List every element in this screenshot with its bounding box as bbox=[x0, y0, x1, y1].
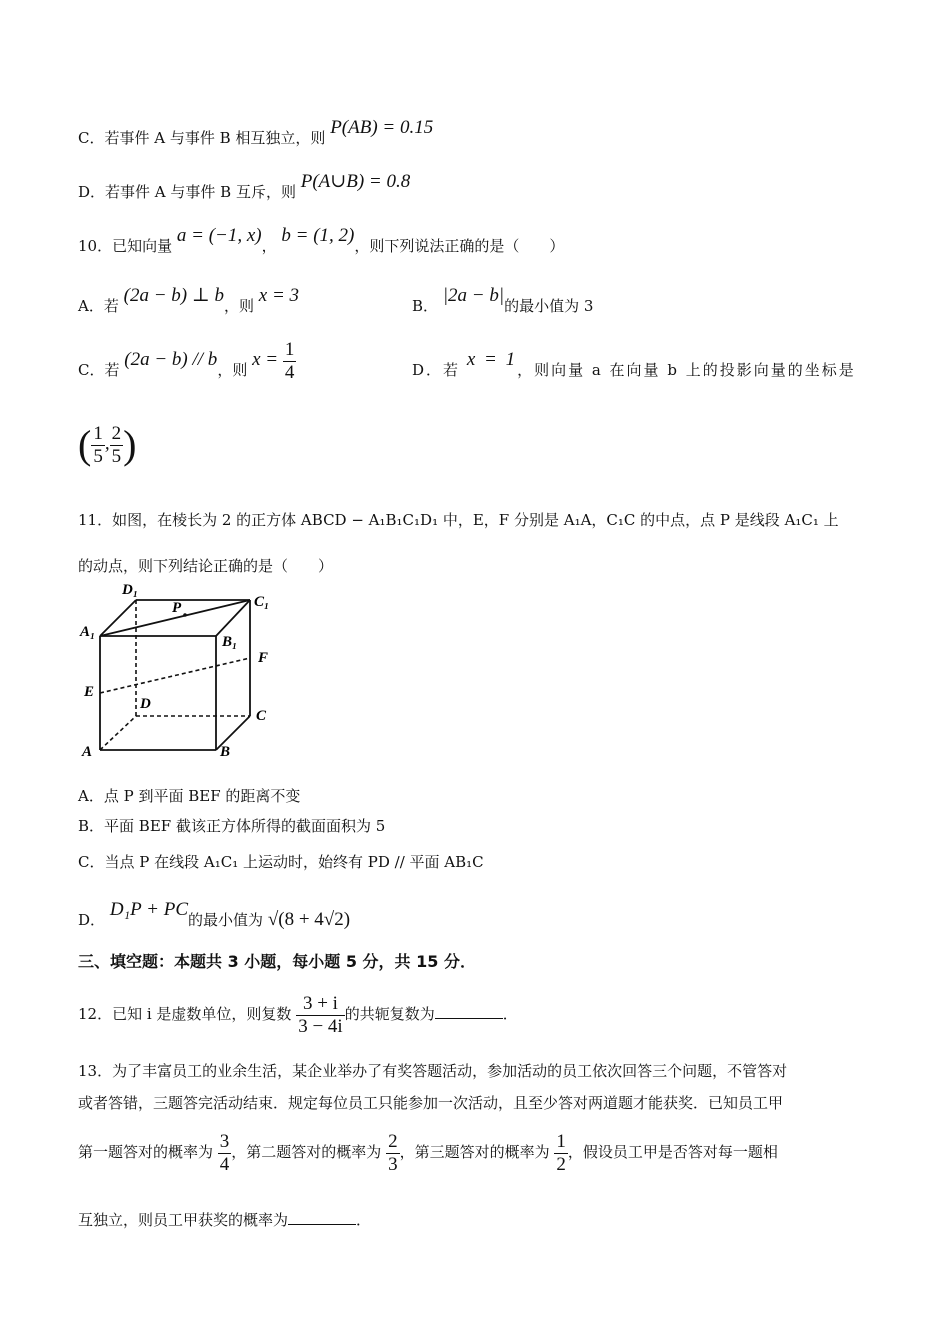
q13-p1: 第一题答对的概率为 bbox=[78, 1143, 214, 1161]
q12-fraction bbox=[296, 993, 345, 1038]
label-c1: C₁ bbox=[254, 594, 270, 610]
q13-frac1-den: 4 bbox=[219, 1153, 230, 1175]
q11-option-a: A．点 P 到平面 BEF 的距离不变 bbox=[78, 787, 301, 805]
q10-option-c bbox=[78, 338, 296, 394]
q12-text-prefix: 12．已知 i 是虚数单位，则复数 bbox=[78, 1005, 292, 1023]
q10-b-label: B． bbox=[412, 297, 439, 315]
q9-c-text: C．若事件 A 与事件 B 相互独立，则 bbox=[78, 129, 326, 147]
q13-frac2 bbox=[386, 1131, 400, 1176]
q12-text-suffix: 的共轭复数为 bbox=[344, 1005, 435, 1023]
label-f: F bbox=[258, 650, 269, 666]
q13-p2: ，第二题答对的概率为 bbox=[231, 1143, 382, 1161]
q10-d-frac2 bbox=[110, 423, 124, 468]
q10-d-frac2-num: 2 bbox=[111, 422, 122, 444]
point-p bbox=[183, 613, 187, 617]
q10-option-b bbox=[412, 285, 594, 316]
q13-frac1 bbox=[218, 1131, 232, 1176]
q12 bbox=[78, 990, 518, 1038]
q12-denominator: 3 − 4i bbox=[298, 1015, 343, 1037]
label-p: P bbox=[172, 600, 182, 616]
q10-c-x: x = bbox=[252, 349, 279, 370]
q10-vector-b: b = (1, 2) bbox=[281, 225, 355, 246]
comma: , bbox=[104, 433, 110, 454]
label-d1: D₁ bbox=[122, 582, 139, 598]
section-heading: 三、填空题：本题共 3 小题，每小题 5 分，共 15 分． bbox=[78, 952, 476, 971]
label-a: A bbox=[82, 744, 93, 758]
q10-b-text: 的最小值为 3 bbox=[504, 297, 594, 315]
q11-stem-line1: 11．如图，在棱长为 2 的正方体 ABCD − A₁B₁C₁D₁ 中，E，F 分别是 A₁A，C₁C 的中点，点 P 是线段 A₁C₁ 上 bbox=[78, 511, 839, 529]
label-a1: A₁ bbox=[80, 624, 96, 640]
label-b1: B₁ bbox=[222, 634, 238, 650]
q11-stem-line2: 的动点，则下列结论正确的是（ ） bbox=[78, 557, 334, 575]
q10-c-denominator: 4 bbox=[284, 361, 295, 383]
label-d: D bbox=[140, 696, 151, 712]
q10-c-mid: ，则 bbox=[217, 361, 248, 379]
q10-a-label: A．若 bbox=[78, 297, 119, 315]
q10-d-frac1-num: 1 bbox=[93, 422, 103, 444]
q10-option-a bbox=[78, 285, 300, 316]
label-c: C bbox=[256, 708, 267, 724]
q11-d-root: √(8 + 4√2) bbox=[267, 909, 351, 930]
q13-frac1-num: 3 bbox=[219, 1130, 230, 1152]
q13-line4 bbox=[78, 1210, 371, 1230]
q9-option-d bbox=[78, 171, 411, 202]
q10-c-label: C．若 bbox=[78, 361, 120, 379]
q10-d-frac1 bbox=[91, 423, 105, 468]
q13-line2: 或者答错，三题答完活动结束．规定每位员工只能参加一次活动，且至少答对两道题才能获奖．已知员工甲 bbox=[78, 1094, 784, 1112]
left-paren: ( bbox=[78, 422, 92, 467]
q13-end: ． bbox=[356, 1211, 372, 1229]
label-e: E bbox=[84, 684, 95, 700]
q9-d-text: D．若事件 A 与事件 B 互斥，则 bbox=[78, 183, 296, 201]
q13-p3: ，第三题答对的概率为 bbox=[399, 1143, 550, 1161]
q13-line3 bbox=[78, 1128, 778, 1176]
label-b: B bbox=[220, 744, 231, 758]
q10-stem-suffix: ，则下列说法正确的是（ ） bbox=[354, 237, 565, 255]
q13-frac2-num: 2 bbox=[388, 1130, 398, 1152]
q10-d-x: x = 1 bbox=[466, 349, 518, 370]
q13-answer-blank[interactable] bbox=[288, 1210, 356, 1225]
right-paren: ) bbox=[123, 422, 137, 467]
q9-d-formula: P(A∪B) = 0.8 bbox=[300, 171, 411, 192]
q10-separator: ， bbox=[261, 237, 277, 255]
q10-c-formula: (2a − b) // b bbox=[124, 349, 218, 370]
q10-a-formula: (2a − b) ⊥ b bbox=[123, 285, 224, 306]
q12-numerator: 3 + i bbox=[296, 993, 345, 1016]
q10-option-d bbox=[412, 349, 856, 380]
q10-vector-a: a = (−1, x) bbox=[176, 225, 262, 246]
q13-frac3 bbox=[554, 1131, 568, 1176]
q10-d-text: ，则向量 a 在向量 b 上的投影向量的坐标是 bbox=[517, 361, 856, 379]
q13-frac2-den: 3 bbox=[388, 1153, 398, 1175]
q10-stem bbox=[78, 225, 565, 256]
q10-d-frac1-den: 5 bbox=[93, 445, 103, 467]
q9-option-c bbox=[78, 117, 434, 148]
q13-p4: ，假设员工甲是否答对每一题相 bbox=[567, 1143, 778, 1161]
q12-end: ． bbox=[502, 1005, 518, 1023]
q10-b-formula: |2a − b| bbox=[442, 285, 505, 306]
q10-stem-prefix: 10．已知向量 bbox=[78, 237, 173, 255]
cube-figure bbox=[78, 578, 278, 758]
q10-c-numerator: 1 bbox=[284, 338, 295, 360]
q11-option-c: C．当点 P 在线段 A₁C₁ 上运动时，始终有 PD // 平面 AB₁C bbox=[78, 853, 484, 871]
q11-d-formula: D₁P + PC bbox=[109, 899, 189, 920]
q10-a-value: x = 3 bbox=[258, 285, 300, 306]
q13-line1: 13．为了丰富员工的业余生活，某企业举办了有奖答题活动，参加活动的员工依次回答三个问题，不管答对 bbox=[78, 1062, 788, 1080]
q13-frac3-den: 2 bbox=[556, 1153, 566, 1175]
q10-d-frac2-den: 5 bbox=[111, 445, 122, 467]
q9-c-formula: P(AB) = 0.15 bbox=[330, 117, 434, 138]
q10-c-fraction bbox=[283, 339, 297, 384]
q11-d-text: 的最小值为 bbox=[188, 911, 264, 929]
q11-d-label: D． bbox=[78, 911, 106, 929]
q11-option-d bbox=[78, 899, 351, 930]
q10-d-label: D．若 bbox=[412, 361, 461, 379]
q12-answer-blank[interactable] bbox=[435, 1004, 503, 1019]
q10-d-coordinates bbox=[78, 420, 136, 469]
q11-option-b: B．平面 BEF 截该正方体所得的截面面积为 5 bbox=[78, 817, 386, 835]
q13-frac3-num: 1 bbox=[556, 1130, 566, 1152]
q13-line4-text: 互独立，则员工甲获奖的概率为 bbox=[78, 1211, 289, 1229]
q10-a-mid: ，则 bbox=[223, 297, 254, 315]
